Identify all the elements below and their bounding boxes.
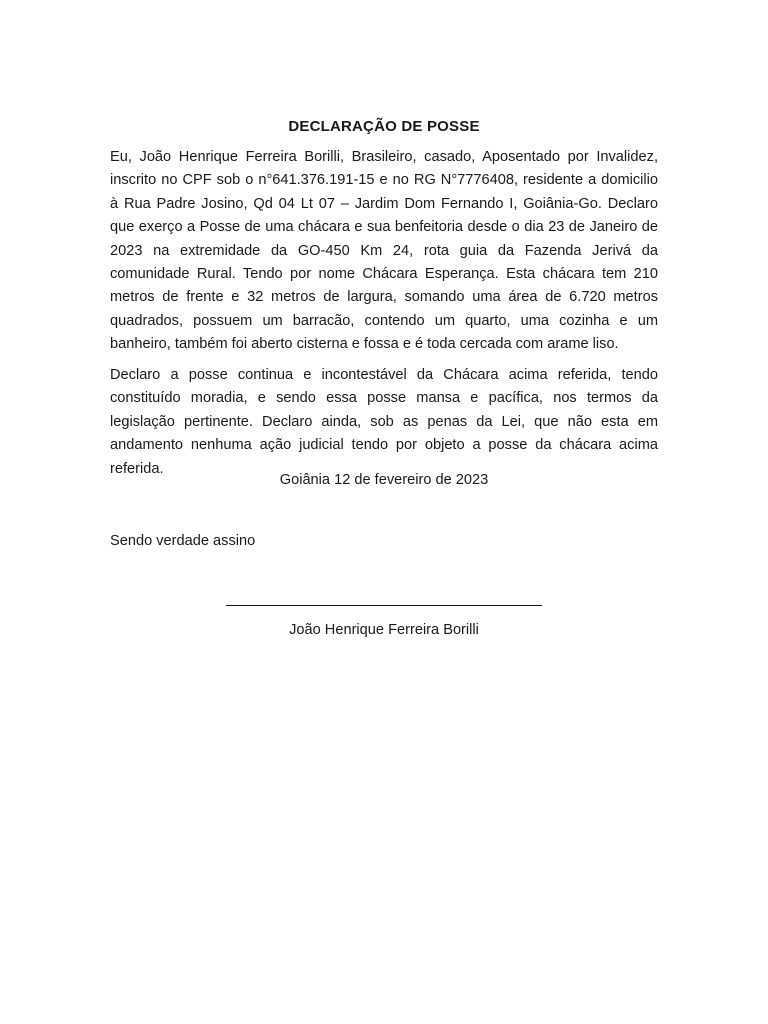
declaration-paragraph-2: Declaro a posse continua e incontestável da Chácara acima referida, tendo constituído moradia, e sendo essa posse mansa e pacífica, nos termos da legislação pertinente. Declaro ainda, sob as penas da Lei, que não esta em andamento nenhuma ação judicial tendo por objeto a posse da chácara acima referida. [110, 367, 658, 477]
signer-name: João Henrique Ferreira Borilli [289, 622, 479, 638]
signature-line [226, 605, 542, 606]
closing-statement: Sendo verdade assino [110, 533, 256, 549]
date-line: Goiânia 12 de fevereiro de 2023 [279, 472, 489, 488]
document-page [110, 0, 658, 1024]
declaration-paragraph-1: Eu, João Henrique Ferreira Borilli, Brasileiro, casado, Aposentado por Invalidez, inscrito no CPF sob o n°641.376.191-15 e no RG N°7776408, residente a domicilio à Rua Padre Josino, Qd 04 Lt 07 – Jardim Dom Fernando I, Goiânia-Go. Declaro que exerço a Posse de uma chácara e sua benfeitoria desde o dia 23 de Janeiro de 2023 na extremidade da GO-450 Km 24, rota guia da Fazenda Jerivá da comunidade Rural. Tendo por nome Chácara Esperança. Esta chácara tem 210 metros de frente e 32 metros de largura, somando uma área de 6.720 metros quadrados, possuem um barracão, contendo um quarto, uma cozinha e um banheiro, também foi aberto cisterna e fossa e é toda cercada com arame liso. [110, 149, 658, 353]
document-title: DECLARAÇÃO DE POSSE [288, 118, 480, 135]
